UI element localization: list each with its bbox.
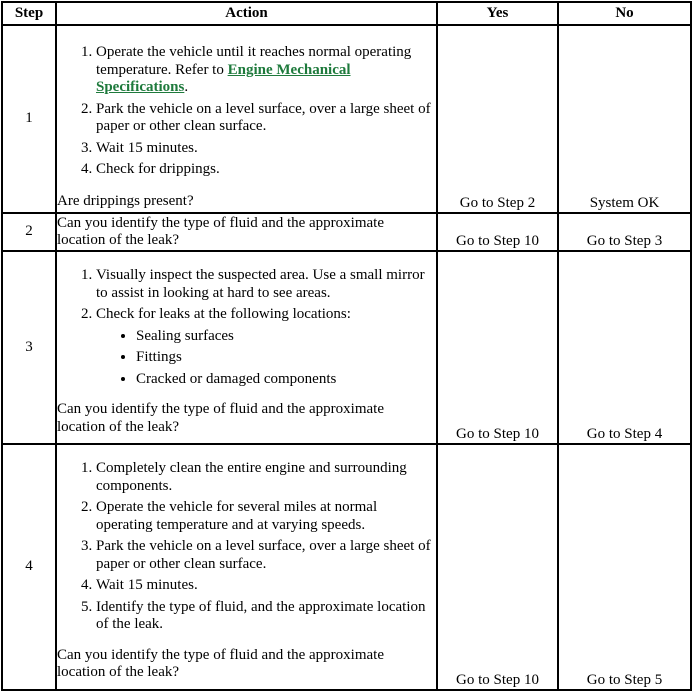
question-text: Can you identify the type of fluid and the approximate location of the leak? [57,646,384,680]
engine-mechanical-specifications-link[interactable]: Engine Mechanical Specifications [96,61,351,95]
action-list [57,44,436,179]
yes-result: Go to Step 10 [437,251,558,444]
table-row [2,444,691,690]
list-item: • Fittings [136,349,432,367]
list-item [96,306,432,388]
header-row [2,2,691,25]
header-step: Step [2,2,56,25]
action-cell [56,251,437,444]
question-text: Can you identify the type of fluid and the approximate location of the leak? [57,214,384,248]
list-item: 2. Park the vehicle on a level surface, over a large sheet of paper or other clean surface. [96,101,432,136]
instruction-text: Check for leaks at the following locations: [96,306,351,322]
header-yes: Yes [437,2,558,25]
question-text: Can you identify the type of fluid and the approximate location of the leak? [57,401,384,435]
list-item: 3. Wait 15 minutes. [96,140,432,158]
list-item: 4. Wait 15 minutes. [96,577,432,595]
question-text: Are drippings present? [57,192,194,209]
list-item: 3. Park the vehicle on a level surface, over a large sheet of paper or other clean surface. [96,538,432,573]
list-item: 1. Completely clean the entire engine and surrounding components. [96,460,432,495]
list-item [96,44,432,97]
step-number: 3 [2,251,56,444]
diagnostic-table [1,1,692,691]
table-row [2,251,691,444]
table-row [2,213,691,251]
step-number: 2 [2,213,56,251]
instruction-text: Operate the vehicle until it reaches normal operating temperature. Refer to [96,44,412,78]
list-item: 5. Identify the type of fluid, and the approximate location of the leak. [96,599,432,634]
list-item: 1. Visually inspect the suspected area. Use a small mirror to assist in looking at hard to see areas. [96,267,432,302]
step-number: 4 [2,444,56,690]
list-item: • Cracked or damaged components [136,371,432,389]
action-list [57,460,436,634]
step-number: 1 [2,25,56,213]
location-list [96,328,432,389]
instruction-text: . [184,79,189,95]
yes-result: Go to Step 2 [437,25,558,213]
table-row [2,25,691,213]
action-cell [56,25,437,213]
no-result: Go to Step 3 [558,213,691,251]
list-item: 2. Operate the vehicle for several miles at normal operating temperature and at varying speeds. [96,499,432,534]
no-result: Go to Step 4 [558,251,691,444]
header-action: Action [56,2,437,25]
action-list [57,267,436,388]
no-result: Go to Step 5 [558,444,691,690]
yes-result: Go to Step 10 [437,213,558,251]
header-no: No [558,2,691,25]
no-result: System OK [558,25,691,213]
yes-result: Go to Step 10 [437,444,558,690]
action-cell [56,213,437,251]
list-item: 4. Check for drippings. [96,161,432,179]
action-cell [56,444,437,690]
list-item: • Sealing surfaces [136,328,432,346]
